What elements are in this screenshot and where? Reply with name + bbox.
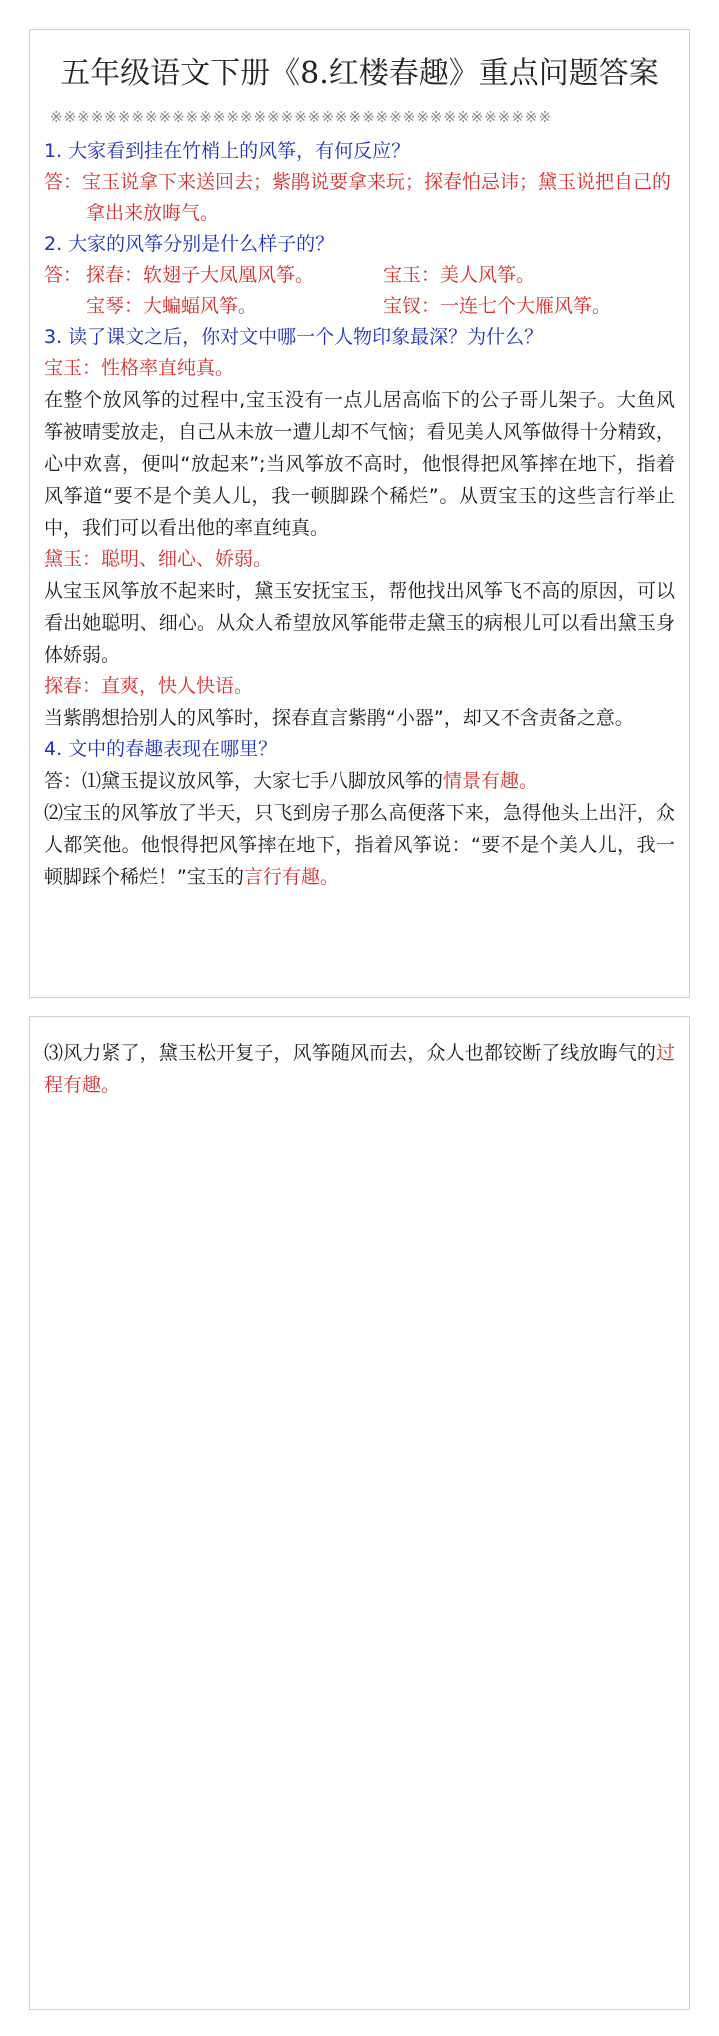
answer-2-prefix: 答： [44,264,83,286]
document-title: 五年级语文下册《8.红楼春趣》重点问题答案 [60,56,659,91]
answer-3-text-daiyu: 从宝玉风筝放不起来时，黛玉安抚宝玉，帮他找出风筝飞不高的原因，可以看出她聪明、细心。从众人希望放风筝能带走黛玉的病根儿可以看出黛玉身体娇弱。 [44,580,675,666]
highlight: 过程有趣。 [44,1042,675,1096]
highlight: 情景有趣。 [443,770,539,792]
answer-3-text-tanchun: 当紫鹃想拾别人的风筝时，探春直言紫鹃“小器”，却又不含责备之意。 [44,707,634,729]
answer-2-row-2 [44,291,675,322]
page-1 [29,29,690,998]
answer-4-part-2: ⑵宝玉的风筝放了半天，只飞到房子那么高便落下来，急得他头上出汗，众人都笑他。他恨得把风筝摔在地下，指着风筝说：“要不是个美人儿，我一顿脚踩个稀烂！”宝玉的言行有趣。 [44,802,675,888]
answer-4-part-1: 答：⑴黛玉提议放风筝，大家七手八脚放风筝的情景有趣。 [44,770,539,792]
page-2 [29,1016,690,2010]
answer-2-item: 宝钗：一连七个大雁风筝。 [383,295,612,317]
answer-2-row-1 [44,260,675,291]
answer-3-heading-daiyu: 黛玉：聪明、细心、娇弱。 [44,548,273,570]
answer-2-item: 宝玉：美人风筝。 [383,264,536,286]
question-4: 4. 文中的春趣表现在哪里？ [44,738,278,760]
answer-2-item: 探春：软翅子大凤凰风筝。 [86,264,315,286]
answer-3-text-baoyu: 在整个放风筝的过程中,宝玉没有一点儿居高临下的公子哥儿架子。大鱼风筝被晴雯放走，自己从未放一遭儿却不气恼；看见美人风筝做得十分精致，心中欢喜，便叫“放起来”;当风筝放不高时，他恨得把风筝摔在地下，指着风筝道“要不是个美人儿，我一顿脚跺个稀烂”。从贾宝玉的这些言行举止中，我们可以看出他的率直纯真。 [44,389,675,539]
divider: ※※※※※※※※※※※※※※※※※※※※※※※※※※※※※※※※※※※※※ [50,108,553,126]
answer-2-item: 宝琴：大蝙蝠风筝。 [86,295,258,317]
question-3: 3. 读了课文之后，你对文中哪一个人物印象最深？为什么？ [44,326,544,348]
question-1: 1. 大家看到挂在竹梢上的风筝，有何反应？ [44,140,411,162]
answer-1: 答：宝玉说拿下来送回去；紫鹃说要拿来玩；探春怕忌讳；黛玉说把自己的拿出来放晦气。 [44,171,672,224]
answer-3-heading-tanchun: 探春：直爽，快人快语。 [44,675,254,697]
highlight: 言行有趣。 [243,866,339,888]
answer-3-heading-baoyu: 宝玉：性格率直纯真。 [44,357,235,379]
question-2: 2. 大家的风筝分别是什么样子的？ [44,233,335,255]
answer-4-part-3: ⑶风力紧了，黛玉松开复子，风筝随风而去，众人也都铰断了线放晦气的过程有趣。 [44,1042,675,1096]
